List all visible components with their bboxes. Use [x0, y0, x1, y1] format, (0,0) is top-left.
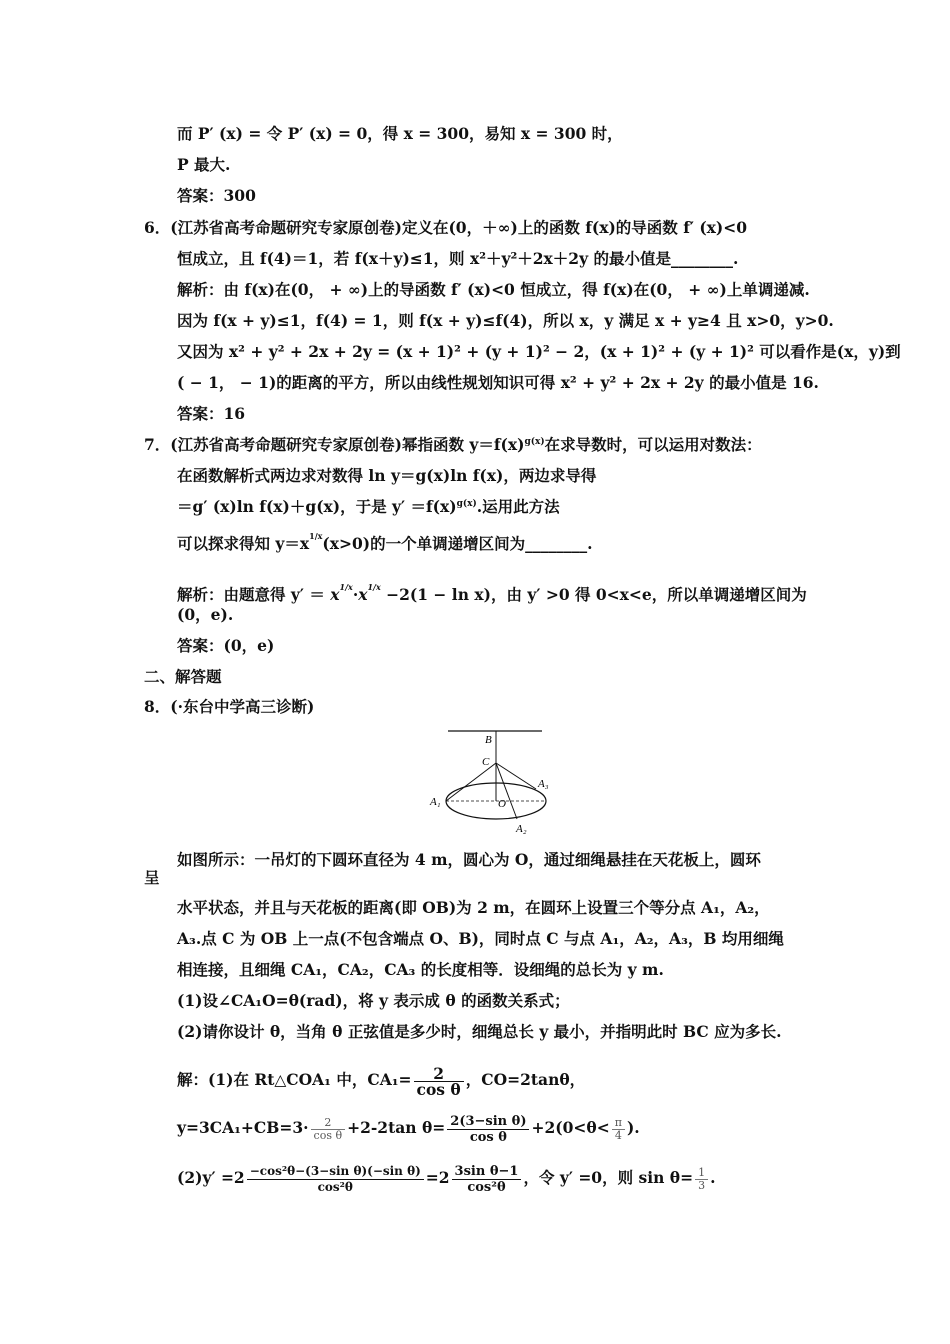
fraction — [311, 1117, 346, 1142]
label-b: B — [485, 734, 492, 746]
text-segment: .运用此方法 — [476, 497, 560, 516]
question-text: 在求导数时，可以运用对数法： — [544, 435, 762, 454]
numerator: 2(3−sin θ) — [447, 1114, 529, 1130]
text-line — [177, 497, 560, 517]
numerator: 3sin θ−1 — [452, 1164, 522, 1180]
denominator: cos²θ — [467, 1179, 506, 1195]
question-number: 6． — [144, 218, 171, 237]
rope-ca1 — [446, 763, 496, 801]
text-line: 又因为 x² + y² + 2x + 2y = (x + 1)² + (y + 1)² − 2，(x + 1)² + (y + 1)² 可以看作是(x，y)到 — [177, 342, 901, 361]
question-6 — [144, 218, 747, 238]
section-heading: 二、解答题 — [144, 667, 222, 686]
exponent: g(x) — [456, 498, 477, 509]
text-segment: ＝g′ (x)ln f(x)＋g(x)，于是 y′ ＝f(x) — [177, 497, 457, 516]
solution-line — [177, 1158, 716, 1198]
label-o: O — [498, 798, 506, 810]
answer-line: 答案：300 — [177, 186, 256, 205]
text-line: 因为 f(x + y)≤1，f(4) = 1，则 f(x + y)≤f(4)，所以 x，y 满足 x + y≥4 且 x>0，y>0. — [177, 311, 834, 330]
label-c: C — [482, 756, 490, 768]
text-segment: −2(1 − ln x)，由 y′ >0 得 0<x<e，所以单调递增区间为 — [386, 585, 807, 604]
text-line: 呈 — [144, 868, 160, 887]
denominator: 4 — [614, 1128, 622, 1142]
denominator: cos θ — [416, 1079, 461, 1099]
denominator: cos²θ — [317, 1179, 353, 1194]
text-line — [177, 531, 593, 554]
answer-line: 答案：16 — [177, 404, 246, 423]
question-text: 定义在(0，＋∞)上的函数 f(x)的导函数 f′ (x)<0 — [401, 218, 748, 237]
numerator: 1 — [695, 1167, 708, 1180]
text-line: 而 P′ (x) = 令 P′ (x) = 0，得 x = 300，易知 x = 300 时， — [177, 124, 623, 143]
numerator: 2 — [414, 1066, 464, 1082]
numerator: −cos²θ−(3−sin θ)(−sin θ) — [247, 1164, 424, 1180]
text-line: (2)请你设计 θ，当角 θ 正弦值是多少时，细绳总长 y 最小，并指明此时 BC 应为多长. — [177, 1022, 782, 1041]
lamp-diagram — [420, 725, 570, 837]
fraction — [452, 1164, 522, 1195]
text-line: (1)设∠CA₁O=θ(rad)，将 y 表示成 θ 的函数关系式； — [177, 991, 570, 1010]
fraction — [612, 1117, 625, 1142]
question-7 — [144, 435, 762, 455]
denominator: 3 — [698, 1178, 706, 1192]
question-source: (江苏省高考命题研究专家原创卷) — [170, 218, 402, 237]
label-a2: A₂ — [516, 823, 527, 835]
text-line: 如图所示：一吊灯的下圆环直径为 4 m，圆心为 O，通过细绳悬挂在天花板上，圆环 — [177, 850, 761, 869]
numerator: 2 — [311, 1117, 346, 1130]
answer-line: 答案：(0，e) — [177, 636, 275, 655]
text-segment: (x>0)的一个单调递增区间为________. — [322, 534, 593, 553]
question-source: (·东台中学高三诊断) — [170, 697, 315, 716]
exponent: 1/x — [367, 582, 381, 592]
rope-ca2 — [496, 763, 517, 819]
rope-ca3 — [496, 763, 536, 789]
denominator: cos θ — [469, 1129, 507, 1145]
text-line: 在函数解析式两边求对数得 ln y＝g(x)ln f(x)，两边求导得 — [177, 466, 597, 485]
text-line: 恒成立，且 f(4)＝1，若 f(x＋y)≤1，则 x²＋y²＋2x＋2y 的最小值是________. — [177, 249, 739, 268]
exponent: 1/x — [309, 531, 323, 541]
text-segment: 解：(1)在 Rt△COA₁ 中，CA₁= — [177, 1070, 412, 1089]
text-segment: +2-2tan θ= — [347, 1118, 446, 1137]
fraction — [247, 1164, 424, 1195]
text-line: A₃.点 C 为 OB 上一点(不包含端点 O、B)，同时点 C 与点 A₁，A₂，A₃，B 均用细绳 — [177, 929, 784, 948]
text-segment: ). — [626, 1118, 640, 1137]
fraction — [447, 1114, 529, 1145]
question-number: 8． — [144, 697, 171, 716]
text-line: ( − 1， − 1)的距离的平方，所以由线性规划知识可得 x² + y² + 2x + 2y 的最小值是 16. — [177, 373, 819, 392]
denominator: cos θ — [313, 1128, 343, 1142]
question-text: (江苏省高考命题研究专家原创卷)幂指函数 y＝f(x) — [170, 435, 525, 454]
text-segment: 解析：由题意得 y′ ＝ — [177, 585, 325, 604]
exponent: g(x) — [524, 436, 545, 447]
text-line: 解析：由题意得 $y' = x^{1/x}\cdot x^{1/x} -2(1 - \ln x)$，由 y′ >0 得 0<x<e，所以单调递增区间为 — [177, 582, 807, 604]
text-segment: . — [710, 1168, 716, 1187]
question-8 — [144, 697, 314, 717]
text-segment: =2 — [425, 1168, 450, 1187]
text-line: 解析：由 f(x)在(0， + ∞)上的导函数 f′ (x)<0 恒成立，得 f(x)在(0， + ∞)上单调递减. — [177, 280, 810, 299]
solution-line — [177, 1108, 640, 1148]
text-segment: y=3CA₁+CB=3· — [177, 1118, 309, 1137]
text-line: (0，e). — [177, 605, 234, 624]
label-a1: A₁ — [430, 796, 441, 808]
exponent: 1/x — [339, 582, 353, 592]
fraction — [695, 1167, 708, 1192]
text-line: 水平状态，并且与天花板的距离(即 OB)为 2 m，在圆环上设置三个等分点 A₁，A₂， — [177, 898, 770, 917]
power-expression: $x^{1/x}$ — [330, 582, 353, 604]
text-segment: ，令 y′ =0，则 sin θ= — [523, 1168, 694, 1187]
numerator: π — [612, 1117, 625, 1130]
question-number: 7． — [144, 435, 171, 454]
label-a3: A₃ — [538, 778, 549, 790]
power-expression: $x^{1/x}$ — [358, 582, 381, 604]
text-line: 相连接，且细绳 CA₁，CA₂，CA₃ 的长度相等．设细绳的总长为 y m. — [177, 960, 664, 979]
text-segment: (2)y′ =2 — [177, 1168, 245, 1187]
text-line: P 最大. — [177, 155, 231, 174]
fraction — [414, 1063, 464, 1099]
text-segment: 可以探求得知 y＝x — [177, 534, 310, 553]
text-segment: +2(0<θ< — [531, 1118, 610, 1137]
solution-line — [177, 1060, 585, 1100]
text-segment: ，CO=2tanθ， — [465, 1070, 586, 1089]
